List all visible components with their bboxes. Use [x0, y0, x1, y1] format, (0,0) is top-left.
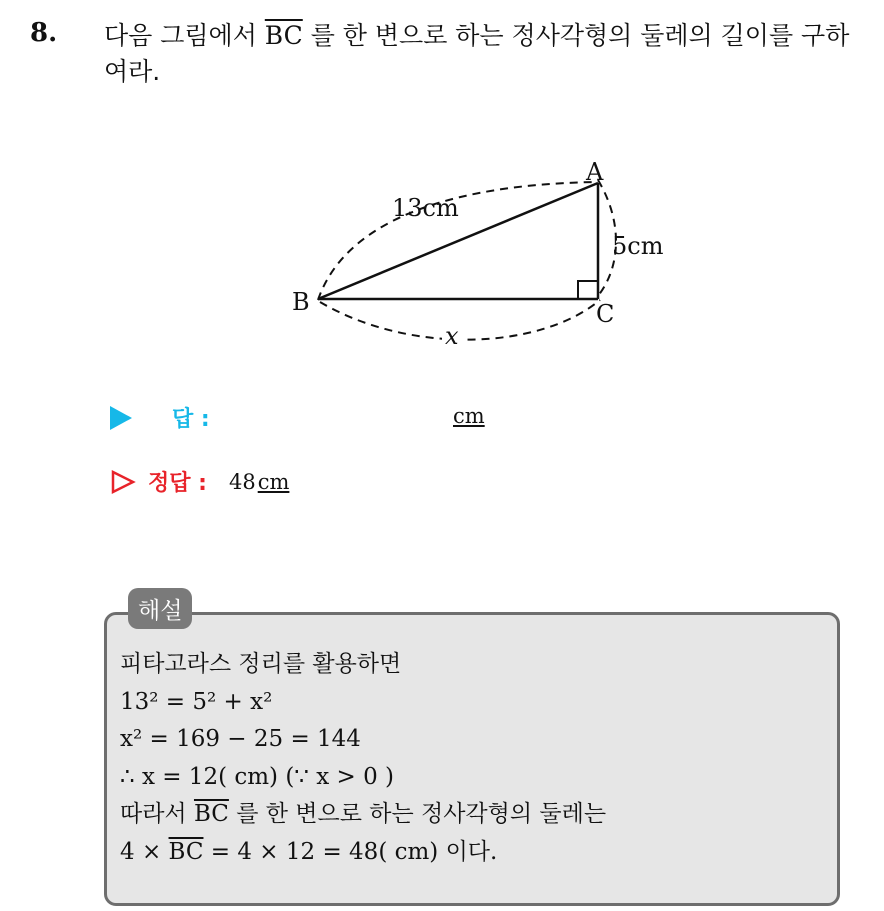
- correct-answer-unit: cm: [257, 469, 290, 494]
- segment-bc: $\overline{BC}$: [264, 21, 303, 50]
- solution-line-5-before: 따라서: [120, 801, 194, 827]
- correct-answer-label: 정답 :: [148, 471, 207, 496]
- solution-line-6: [120, 834, 830, 872]
- answer-prompt-row: [110, 402, 210, 433]
- vertex-a-label: A: [586, 158, 604, 186]
- base-label: x: [445, 322, 459, 350]
- solution-line-1: 피타고라스 정리를 활용하면: [120, 651, 402, 677]
- hypotenuse-label: 13cm: [392, 194, 459, 222]
- question-text-after: 를 한 변으로 하는 정사각형의 둘레의 길이를 구하여라.: [104, 21, 850, 86]
- vertical-side-label: 5cm: [612, 232, 664, 260]
- solution-line-4: ∴ x = 12( cm) (∵ x > 0 ): [120, 763, 395, 790]
- question-number: 8.: [30, 18, 58, 48]
- solution-line-6-before: 4 ×: [120, 838, 169, 865]
- answer-unit: cm: [453, 404, 485, 428]
- vertex-c-label: C: [596, 300, 615, 328]
- solution-line-6-after: = 4 × 12 = 48( cm) 이다.: [203, 838, 498, 865]
- triangle-figure: [270, 150, 690, 360]
- solution-segment-bc-2: $\overline{BC}$: [168, 838, 204, 865]
- solution-line-2: 13² = 5² + x²: [120, 688, 273, 715]
- right-angle-mark: [578, 281, 598, 299]
- answer-prompt-label: 답 :: [172, 407, 210, 432]
- outline-triangle-icon: [110, 469, 136, 495]
- solution-line-5: [120, 796, 830, 834]
- correct-answer-value: 48: [228, 469, 256, 494]
- question-text-before: 다음 그림에서: [104, 21, 265, 50]
- solution-tag: 해설: [128, 588, 192, 629]
- vertex-b-label: B: [292, 288, 310, 316]
- play-triangle-icon: [110, 406, 132, 430]
- correct-answer-row: [110, 466, 289, 497]
- correct-answer: [229, 470, 289, 494]
- solution-line-5-after: 를 한 변으로 하는 정사각형의 둘레는: [228, 801, 607, 827]
- solution-body: [120, 646, 830, 871]
- solution-line-3: x² = 169 − 25 = 144: [120, 726, 361, 752]
- solution-segment-bc: $\overline{BC}$: [193, 801, 229, 827]
- question-text: [104, 18, 864, 90]
